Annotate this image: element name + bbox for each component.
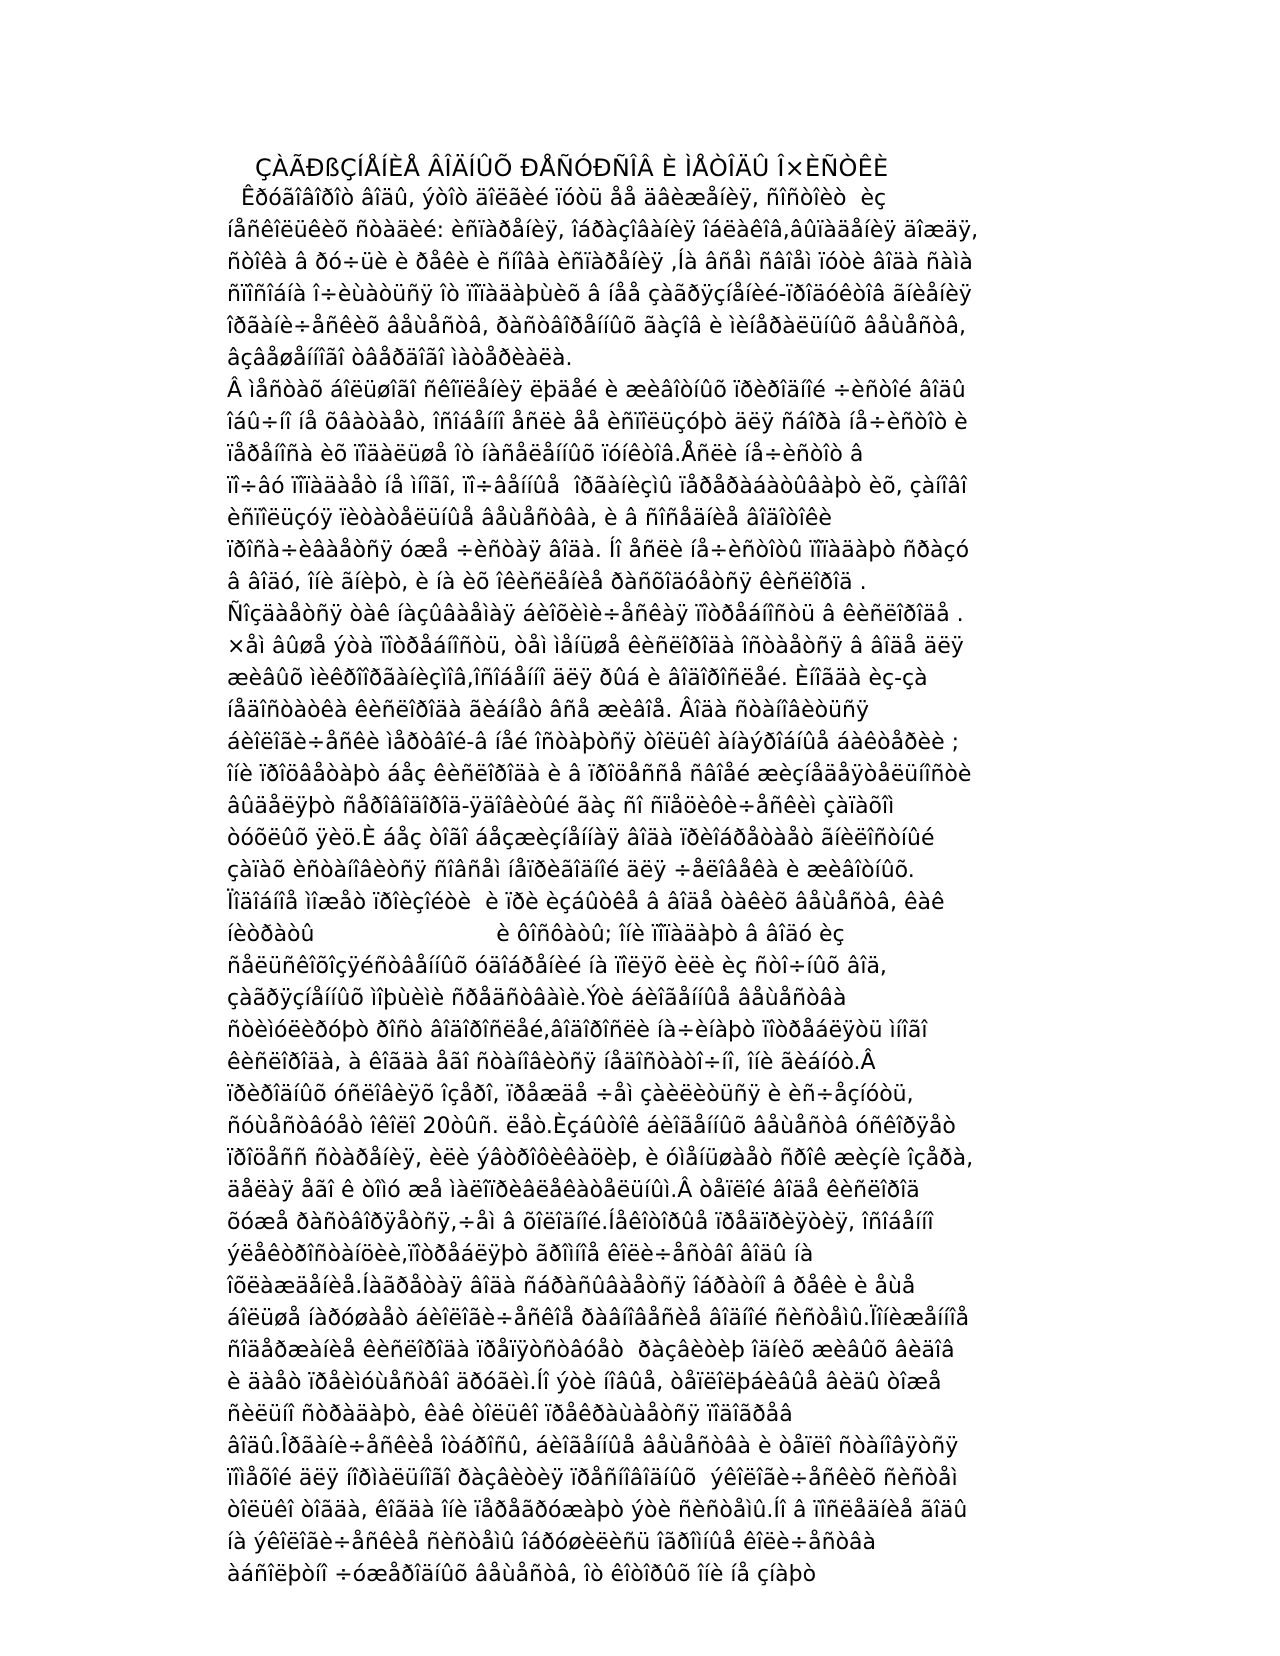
document-title: ÇÀÃÐßÇÍÅÍÈÅ ÂÎÄÍÛÕ ÐÅÑÓÐÑÎÂ È ÌÅÒÎÄÛ Î×ÈÑÒÊÈ [255, 154, 889, 182]
body-line: âçâåøåííîãî òâåðäîãî ìàòåðèàëà. [227, 346, 573, 371]
body-line: òóõëûõ ÿèö.È áåç òîãî áåçæèçíåííàÿ âîäà ïðèîáðåòàåò ãíèëîñòíûé [227, 826, 935, 851]
body-line: ïî÷âó ïîïàäàåò íå ìíîãî, ïî÷âåííûå îðãàíèçìû ïåðåðàáàòûâàþò èõ, çàíîâî [227, 474, 967, 499]
body-line: ïðîöåññ ñòàðåíèÿ, èëè ýâòðîôèêàöèþ, è óìåíüøàåò ñðîê æèçíè îçåðà, [227, 1146, 974, 1171]
body-line: ïåðåíîñà èõ ïîäàëüøå îò íàñåëåííûõ ïóíêòîâ.Åñëè íå÷èñòîò â [227, 442, 864, 467]
body-line: íà ýêîëîãè÷åñêèå ñèñòåìû îáðóøèëèñü îãðîìíûå êîëè÷åñòâà [227, 1530, 876, 1555]
body-line: Ñîçäàåòñÿ òàê íàçûâàåìàÿ áèîõèìè÷åñêàÿ ïîòðåáíîñòü â êèñëîðîäå . [227, 602, 964, 627]
body-line: ïðèðîäíûõ óñëîâèÿõ îçåðî, ïðåæäå ÷åì çàèëèòüñÿ è èñ÷åçíóòü, [227, 1082, 914, 1107]
body-line: ñóùåñòâóåò îêîëî 20òûñ. ëåò.Èçáûòîê áèîãåííûõ âåùåñòâ óñêîðÿåò [227, 1114, 956, 1139]
body-line: íèòðàòû è ôîñôàòû; îíè ïîïàäàþò â âîäó èç [227, 922, 845, 947]
body-line: çàãðÿçíåííûõ ìîþùèìè ñðåäñòâàìè.Ýòè áèîãåííûå âåùåñòâà [227, 986, 847, 1011]
body-line: îáû÷íî íå õâàòàåò, îñîáåííî åñëè åå èñïîëüçóþò äëÿ ñáîðà íå÷èñòîò è [227, 410, 968, 435]
body-line: áîëüøå íàðóøàåò áèîëîãè÷åñêîå ðàâíîâåñèå âîäíîé ñèñòåìû.Ïîíèæåííîå [227, 1306, 970, 1331]
body-line: äåëàÿ åãî ê òîìó æå ìàëîïðèâëåêàòåëüíûì.Â òåïëîé âîäå êèñëîðîä [227, 1178, 920, 1203]
body-line: ×åì âûøå ýòà ïîòðåáíîñòü, òåì ìåíüøå êèñëîðîäà îñòàåòñÿ â âîäå äëÿ [227, 634, 964, 659]
body-line: Êðóãîâîðîò âîäû, ýòîò äîëãèé ïóòü åå äâèæåíèÿ, ñîñòîèò èç [227, 186, 887, 211]
body-line: ïîìåõîé äëÿ íîðìàëüíîãî ðàçâèòèÿ ïðåñíîâîäíûõ ýêîëîãè÷åñêèõ ñèñòåì [227, 1466, 958, 1491]
body-line: ñèëüíî ñòðàäàþò, êàê òîëüêî ïðåêðàùàåòñÿ ïîäîãðåâ [227, 1402, 793, 1427]
body-line: âîäû.Îðãàíè÷åñêèå îòáðîñû, áèîãåííûå âåùåñòâà è òåïëî ñòàíîâÿòñÿ [227, 1434, 959, 1459]
body-line: õóæå ðàñòâîðÿåòñÿ,÷åì â õîëîäíîé.Íåêîòîðûå ïðåäïðèÿòèÿ, îñîáåííî [227, 1210, 934, 1235]
body-line: îõëàæäåíèå.Íàãðåòàÿ âîäà ñáðàñûâàåòñÿ îáðàòíî â ðåêè è åùå [227, 1274, 916, 1299]
body-line: âûäåëÿþò ñåðîâîäîðîä-ÿäîâèòûé ãàç ñî ñïåöèôè÷åñêèì çàïàõîì [227, 794, 895, 819]
body-line: ýëåêòðîñòàíöèè,ïîòðåáëÿþò ãðîìíîå êîëè÷åñòâî âîäû íà [227, 1242, 814, 1267]
body-line: áèîëîãè÷åñêè ìåðòâîé-â íåé îñòàþòñÿ òîëüêî àíàýðîáíûå áàêòåðèè ; [227, 730, 960, 755]
body-line: çàïàõ èñòàíîâèòñÿ ñîâñåì íåïðèãîäíîé äëÿ ÷åëîâåêà è æèâîòíûõ. [227, 858, 915, 883]
body-line: ñîäåðæàíèå êèñëîðîäà ïðåïÿòñòâóåò ðàçâèòèþ îäíèõ æèâûõ âèäîâ [227, 1338, 955, 1363]
body-line: ïðîñà÷èâàåòñÿ óæå ÷èñòàÿ âîäà. Íî åñëè íå÷èñòîòû ïîïàäàþò ñðàçó [227, 538, 970, 563]
body-line: Â ìåñòàõ áîëüøîãî ñêîïëåíèÿ ëþäåé è æèâîòíûõ ïðèðîäíîé ÷èñòîé âîäû [227, 378, 966, 403]
body-line: íåäîñòàòêà êèñëîðîäà ãèáíåò âñå æèâîå. Âîäà ñòàíîâèòüñÿ [227, 698, 869, 723]
document-body [227, 183, 1057, 1591]
body-line: è äàåò ïðåèìóùåñòâî äðóãèì.Íî ýòè íîâûå, òåïëîëþáèâûå âèäû òîæå [227, 1370, 942, 1395]
body-line: òîëüêî òîãäà, êîãäà îíè ïåðåãðóæàþò ýòè ñèñòåìû.Íî â ïîñëåäíèå ãîäû [227, 1498, 968, 1523]
body-line: Ïîäîáíîå ìîæåò ïðîèçîéòè è ïðè èçáûòêå â âîäå òàêèõ âåùåñòâ, êàê [227, 890, 945, 915]
body-line: îíè ïðîöâåòàþò áåç êèñëîðîäà è â ïðîöåññå ñâîåé æèçíåäåÿòåëüíîñòè [227, 762, 972, 787]
body-line: â âîäó, îíè ãíèþò, è íà èõ îêèñëåíèå ðàñõîäóåòñÿ êèñëîðîä . [227, 570, 867, 595]
body-line: ñòèìóëèðóþò ðîñò âîäîðîñëåé,âîäîðîñëè íà÷èíàþò ïîòðåáëÿòü ìíîãî [227, 1018, 928, 1043]
body-line: àáñîëþòíî ÷óæåðîäíûõ âåùåñòâ, îò êîòîðûõ îíè íå çíàþò [227, 1562, 817, 1587]
body-line: ñòîêà â ðó÷üè è ðåêè è ñíîâà èñïàðåíèÿ ,Íà âñåì ñâîåì ïóòè âîäà ñàìà [227, 250, 973, 275]
body-line: íåñêîëüêèõ ñòàäèé: èñïàðåíèÿ, îáðàçîâàíèÿ îáëàêîâ,âûïàäåíèÿ äîæäÿ, [227, 218, 979, 243]
body-line: èñïîëüçóÿ ïèòàòåëüíûå âåùåñòâà, è â ñîñåäíèå âîäîòîêè [227, 506, 832, 531]
body-line: ñåëüñêîõîçÿéñòâåííûõ óäîáðåíèé íà ïîëÿõ èëè èç ñòî÷íûõ âîä, [227, 954, 887, 979]
body-line: êèñëîðîäà, à êîãäà åãî ñòàíîâèòñÿ íåäîñòàòî÷íî, îíè ãèáíóò.Â [227, 1050, 876, 1075]
body-line: æèâûõ ìèêðîîðãàíèçìîâ,îñîáåííî äëÿ ðûá è âîäîðîñëåé. Èíîãäà èç-çà [227, 666, 928, 691]
body-line: îðãàíè÷åñêèõ âåùåñòâ, ðàñòâîðåííûõ ãàçîâ è ìèíåðàëüíûõ âåùåñòâ, [227, 314, 966, 339]
body-line: ñïîñîáíà î÷èùàòüñÿ îò ïîïàäàþùèõ â íåå çàãðÿçíåíèé-ïðîäóêòîâ ãíèåíèÿ [227, 282, 972, 307]
